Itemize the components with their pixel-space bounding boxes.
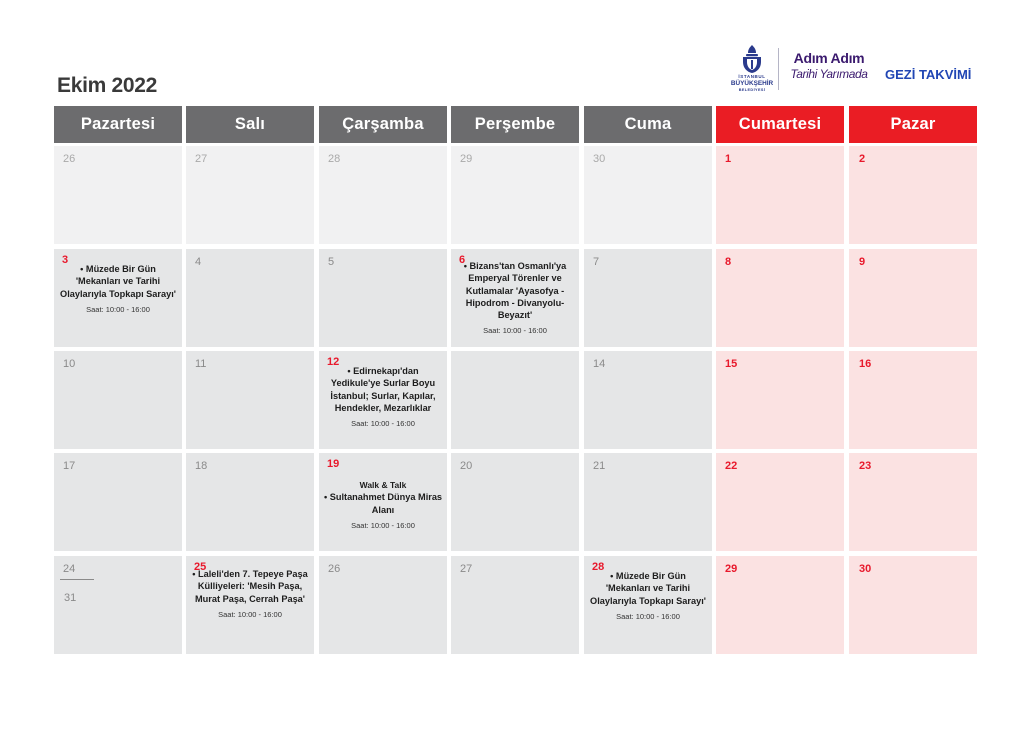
day-number: 4 <box>195 256 202 268</box>
day-number: 26 <box>63 153 76 165</box>
day-cell[interactable] <box>186 351 314 449</box>
day-cell[interactable] <box>716 556 844 654</box>
header-pazar: Pazar <box>849 106 977 143</box>
logo-buyuksehir-text: BÜYÜKŞEHİR <box>730 80 774 87</box>
day-number: 3 <box>62 254 69 266</box>
day-number: 7 <box>593 256 600 268</box>
page-title: Ekim 2022 <box>57 74 158 97</box>
day-number: 26 <box>328 563 341 575</box>
day-cell[interactable] <box>584 249 712 347</box>
day-number: 8 <box>725 256 732 268</box>
day-number: 27 <box>195 153 208 165</box>
ibb-emblem-icon <box>740 44 764 74</box>
day-number: 5 <box>328 256 335 268</box>
day-number: 29 <box>725 563 738 575</box>
day-cell[interactable] <box>451 556 579 654</box>
day-cell[interactable] <box>319 146 447 244</box>
day-number: 31 <box>64 592 77 604</box>
day-cell[interactable] <box>849 453 977 551</box>
header-pazartesi: Pazartesi <box>54 106 182 143</box>
day-cell[interactable] <box>849 249 977 347</box>
event-bullet: • <box>347 366 351 376</box>
day-number: 23 <box>859 460 872 472</box>
day-cell[interactable] <box>319 249 447 347</box>
event-title: Müzede Bir Gün 'Mekanları ve Tarihi Olaylarıyla Topkapı Sarayı' <box>590 571 706 606</box>
event-entry[interactable] <box>323 365 443 429</box>
day-cell-with-event[interactable] <box>54 249 182 347</box>
day-cell[interactable] <box>319 556 447 654</box>
day-number: 17 <box>63 460 76 472</box>
day-number: 28 <box>328 153 341 165</box>
day-cell-with-event[interactable] <box>319 351 447 449</box>
day-number: 9 <box>859 256 866 268</box>
day-cell[interactable] <box>849 351 977 449</box>
header-sali: Salı <box>186 106 314 143</box>
day-number: 11 <box>195 358 207 370</box>
day-number: 24 <box>63 563 76 575</box>
event-bullet: • <box>323 492 328 503</box>
ibb-logo <box>727 44 777 98</box>
day-number: 1 <box>725 153 732 165</box>
event-time: Saat: 10:00 - 16:00 <box>616 611 680 621</box>
logo-divider <box>778 48 779 90</box>
day-cell-with-event[interactable] <box>584 556 712 654</box>
day-cell[interactable] <box>451 146 579 244</box>
day-number: 19 <box>327 458 340 470</box>
day-number: 20 <box>460 460 473 472</box>
header-carsamba: Çarşamba <box>319 106 447 143</box>
day-number: 22 <box>725 460 738 472</box>
event-entry[interactable] <box>588 570 708 622</box>
event-title: Laleli'den 7. Tepeye Paşa Külliyeleri: 'Mesih Paşa, Murat Paşa, Cerrah Paşa' <box>195 569 308 604</box>
day-cell[interactable] <box>54 351 182 449</box>
logo-area <box>727 44 987 100</box>
day-cell[interactable] <box>584 453 712 551</box>
day-number: 10 <box>63 358 76 370</box>
day-number: 30 <box>859 563 872 575</box>
day-number: 18 <box>195 460 208 472</box>
day-number: 15 <box>725 358 738 370</box>
event-bullet: • <box>80 264 84 274</box>
event-time: Saat: 10:00 - 16:00 <box>86 304 150 314</box>
day-number: 6 <box>459 254 466 266</box>
day-number: 16 <box>859 358 872 370</box>
day-number: 21 <box>593 460 606 472</box>
day-cell-empty[interactable] <box>451 351 579 449</box>
header-cuma: Cuma <box>584 106 712 143</box>
day-cell[interactable] <box>584 351 712 449</box>
logo-istanbul-text: İSTANBUL <box>738 74 766 79</box>
day-cell[interactable] <box>451 453 579 551</box>
day-number: 25 <box>194 561 207 573</box>
event-bullet: • <box>610 571 614 581</box>
split-divider <box>60 579 94 580</box>
event-title: Bizans'tan Osmanlı'ya Emperyal Törenler ve Kutlamalar 'Ayasofya - Hipodrom - Divanyolu- Beyazıt' <box>465 261 567 321</box>
day-cell-with-event[interactable] <box>451 249 579 347</box>
day-cell[interactable] <box>716 249 844 347</box>
event-bullet: • <box>192 569 196 579</box>
event-time: Saat: 10:00 - 16:00 <box>351 419 415 429</box>
day-number: 2 <box>859 153 866 165</box>
day-cell[interactable] <box>716 146 844 244</box>
logo-belediyesi-text: BELEDİYESİ <box>738 88 766 92</box>
event-entry[interactable] <box>58 263 178 315</box>
day-cell-with-event[interactable] <box>186 556 314 654</box>
event-title: Edirnekapı'dan Yedikule'ye Surlar Boyu İstanbul; Surlar, Kapılar, Hendekler, Mezarlıklar <box>330 366 436 413</box>
day-cell-with-event[interactable] <box>319 453 447 551</box>
event-time: Saat: 10:00 - 16:00 <box>483 326 547 336</box>
day-cell[interactable] <box>186 249 314 347</box>
day-cell[interactable] <box>54 453 182 551</box>
logo-tarihi-yarimada: Tarihi Yarımada <box>790 67 868 81</box>
event-pretitle: Walk & Talk <box>359 480 407 490</box>
day-number: 28 <box>592 561 605 573</box>
day-cell[interactable] <box>849 556 977 654</box>
event-entry[interactable] <box>455 260 575 336</box>
day-cell[interactable] <box>716 453 844 551</box>
day-cell[interactable] <box>186 146 314 244</box>
day-number: 14 <box>593 358 606 370</box>
header-persembe: Perşembe <box>451 106 579 143</box>
day-cell[interactable] <box>186 453 314 551</box>
day-number: 29 <box>460 153 473 165</box>
event-entry[interactable] <box>323 479 443 531</box>
day-number: 27 <box>460 563 473 575</box>
event-entry[interactable] <box>190 568 310 620</box>
event-time: Saat: 10:00 - 16:00 <box>351 520 415 530</box>
day-cell[interactable] <box>849 146 977 244</box>
day-cell-split[interactable] <box>54 556 182 654</box>
day-cell[interactable] <box>584 146 712 244</box>
logo-gezi-takvimi: GEZİ TAKVİMİ <box>885 67 972 82</box>
event-time: Saat: 10:00 - 16:00 <box>218 609 282 619</box>
event-title: Sultanahmet Dünya Miras Alanı <box>329 492 443 515</box>
day-number: 12 <box>327 356 340 368</box>
day-cell[interactable] <box>54 146 182 244</box>
header-cumartesi: Cumartesi <box>716 106 844 143</box>
event-bullet: • <box>463 261 467 271</box>
event-title: Müzede Bir Gün 'Mekanları ve Tarihi Olaylarıyla Topkapı Sarayı' <box>60 264 176 299</box>
day-cell[interactable] <box>716 351 844 449</box>
day-number: 30 <box>593 153 606 165</box>
logo-adim-adim: Adım Adım <box>793 50 865 66</box>
